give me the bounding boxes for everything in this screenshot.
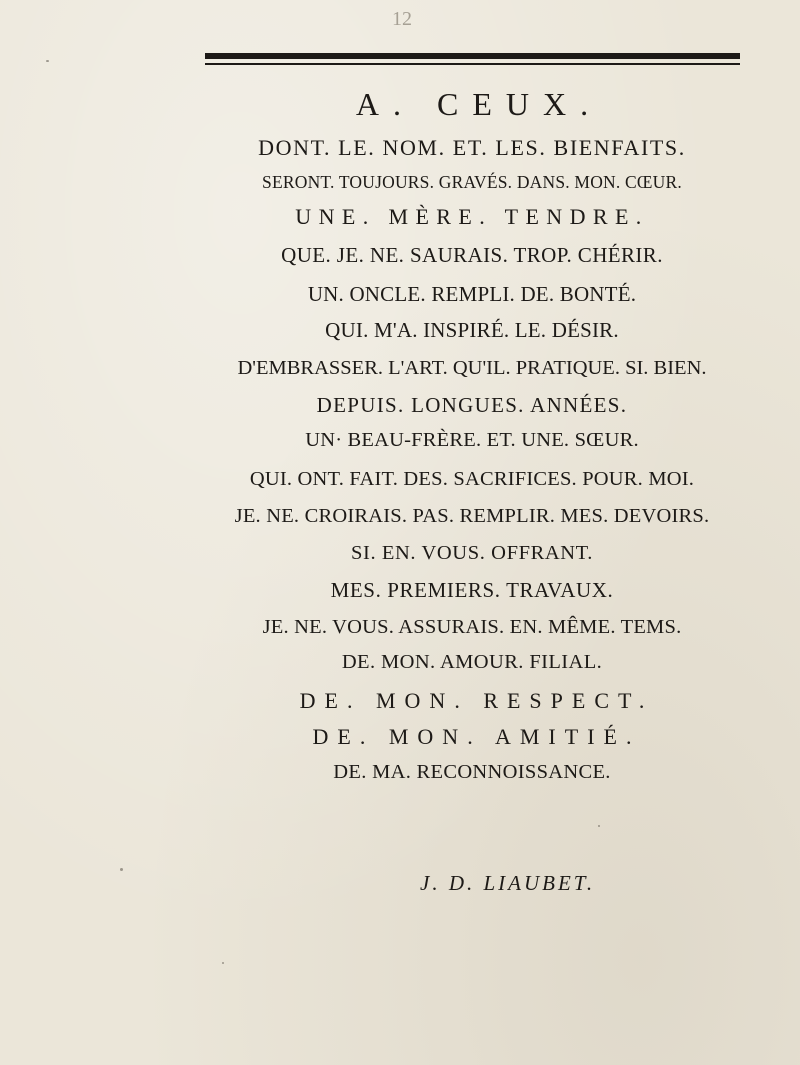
header-rule-thin	[205, 63, 740, 65]
dedication-line: JE. NE. CROIRAIS. PAS. REMPLIR. MES. DEVOIRS.	[234, 505, 710, 527]
author-signature: J. D. LIAUBET.	[420, 871, 596, 895]
header-rule-thick	[205, 53, 740, 59]
dedication-line: UNE. MÈRE. TENDRE.	[295, 204, 649, 229]
dedication-line: D'EMBRASSER. L'ART. QU'IL. PRATIQUE. SI. BIEN.	[237, 357, 707, 379]
dedication-line: DONT. LE. NOM. ET. LES. BIENFAITS.	[258, 135, 686, 160]
dedication-line: JE. NE. VOUS. ASSURAIS. EN. MÊME. TEMS.	[262, 616, 682, 638]
page-number-mark: 12	[392, 8, 412, 30]
dedication-line: DEPUIS. LONGUES. ANNÉES.	[316, 393, 628, 417]
paper-speck	[120, 868, 123, 871]
dedication-heading: A. CEUX.	[355, 86, 603, 122]
dedication-line: SI. EN. VOUS. OFFRANT.	[351, 542, 593, 564]
dedication-line: UN. ONCLE. REMPLI. DE. BONTÉ.	[307, 282, 637, 306]
dedication-line: DE. MON. RESPECT.	[299, 688, 654, 713]
dedication-line: QUE. JE. NE. SAURAIS. TROP. CHÉRIR.	[281, 243, 663, 267]
dedication-line: QUI. ONT. FAIT. DES. SACRIFICES. POUR. MOI.	[249, 468, 695, 490]
dedication-line: SERONT. TOUJOURS. GRAVÉS. DANS. MON. CŒUR.	[262, 172, 682, 192]
dedication-line: QUI. M'A. INSPIRÉ. LE. DÉSIR.	[325, 318, 619, 342]
dedication-line: UN· BEAU-FRÈRE. ET. UNE. SŒUR.	[305, 429, 639, 451]
dedication-line: MES. PREMIERS. TRAVAUX.	[330, 578, 614, 602]
paper-speck	[598, 825, 600, 827]
dedication-line: DE. MA. RECONNOISSANCE.	[333, 761, 611, 783]
dedication-line: DE. MON. AMITIÉ.	[312, 724, 641, 749]
paper-speck	[222, 962, 224, 964]
paper-speck	[46, 60, 49, 62]
dedication-line: DE. MON. AMOUR. FILIAL.	[341, 651, 603, 673]
